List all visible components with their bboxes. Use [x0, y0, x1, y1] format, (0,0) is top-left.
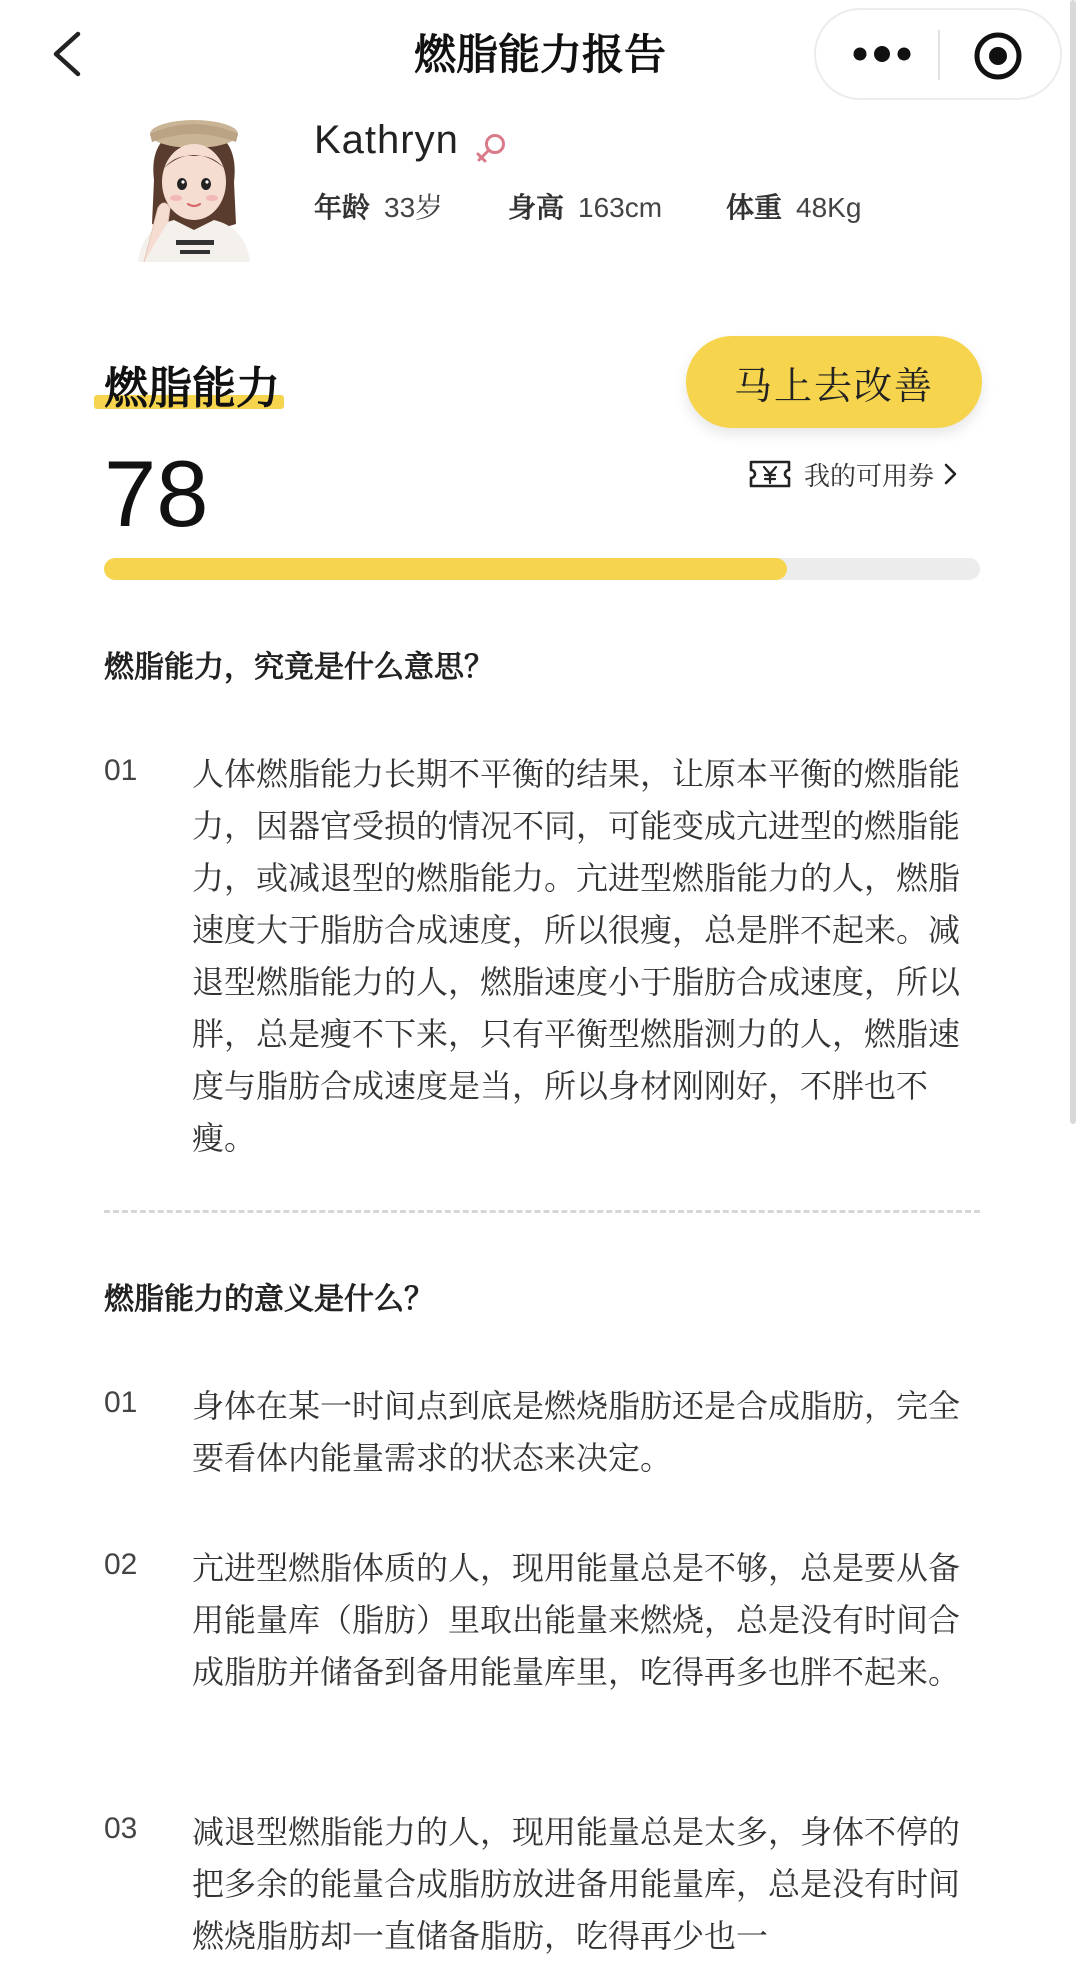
section-divider: [104, 1210, 980, 1213]
list-item: [104, 1806, 980, 1964]
my-coupons-label: 我的可用券: [804, 461, 935, 492]
section-heading-significance: 燃脂能力的意义是什么？: [104, 1282, 434, 1317]
height-value: 163cm: [578, 192, 663, 223]
improve-now-button[interactable]: 马上去改善: [686, 336, 982, 428]
score-progress-fill: [104, 558, 787, 580]
weight-value: 48Kg: [796, 192, 862, 223]
height-stat: [508, 186, 662, 226]
item-number: 02: [104, 1548, 138, 1581]
item-text: 减退型燃脂能力的人，现用能量总是太多，身体不停的把多余的能量合成脂肪放进备用能量库，总是没有时间燃烧脂肪却一直储备脂肪，吃得再少也一: [192, 1813, 961, 1955]
scrollbar[interactable]: [1070, 0, 1076, 1124]
user-name: Kathryn: [314, 118, 459, 162]
item-number: 03: [104, 1812, 138, 1845]
height-label: 身高: [508, 191, 565, 224]
item-text: 身体在某一时间点到底是燃烧脂肪还是合成脂肪，完全要看体内能量需求的状态来决定。: [192, 1387, 961, 1477]
avatar: [124, 112, 264, 262]
list-item: [104, 748, 980, 1168]
score-progress-bar: [104, 558, 980, 580]
weight-label: 体重: [726, 191, 783, 224]
chevron-right-icon: [942, 462, 958, 486]
age-value: 33岁: [384, 192, 444, 223]
female-gender-icon: [474, 130, 510, 166]
item-text: 人体燃脂能力长期不平衡的结果，让原本平衡的燃脂能力，因器官受损的情况不同，可能变成亢进型的燃脂能力，或减退型的燃脂能力。亢进型燃脂能力的人，燃脂速度大于脂肪合成速度，所以很瘦，总是胖不起来。减退型燃脂能力的人，燃脂速度小于脂肪合成速度，所以胖，总是瘦不下来，只有平衡型燃脂测力的人，燃脂速度与脂肪合成速度是当，所以身材刚刚好，不胖也不瘦。: [192, 755, 961, 1157]
list-item: [104, 1380, 980, 1490]
capsule-divider: [938, 30, 940, 80]
section-heading-meaning: 燃脂能力，究竟是什么意思？: [104, 650, 494, 685]
item-text: 亢进型燃脂体质的人，现用能量总是不够，总是要从备用能量库（脂肪）里取出能量来燃烧，总是没有时间合成脂肪并储备到备用能量库里，吃得再多也胖不起来。: [192, 1549, 961, 1691]
close-target-icon[interactable]: [972, 30, 1024, 82]
coupon-ticket-icon: [748, 459, 792, 489]
age-label: 年龄: [314, 191, 371, 224]
age-stat: [314, 186, 443, 226]
item-number: 01: [104, 754, 138, 787]
more-menu-icon[interactable]: [852, 40, 914, 68]
score-value: 78: [104, 441, 209, 546]
page-title: 燃脂能力报告: [413, 30, 666, 79]
mini-program-capsule: [814, 8, 1062, 100]
score-heading: 燃脂能力: [104, 363, 280, 414]
weight-stat: [726, 186, 861, 226]
item-number: 01: [104, 1386, 138, 1419]
my-coupons-link[interactable]: [748, 456, 958, 492]
list-item: [104, 1542, 980, 1756]
